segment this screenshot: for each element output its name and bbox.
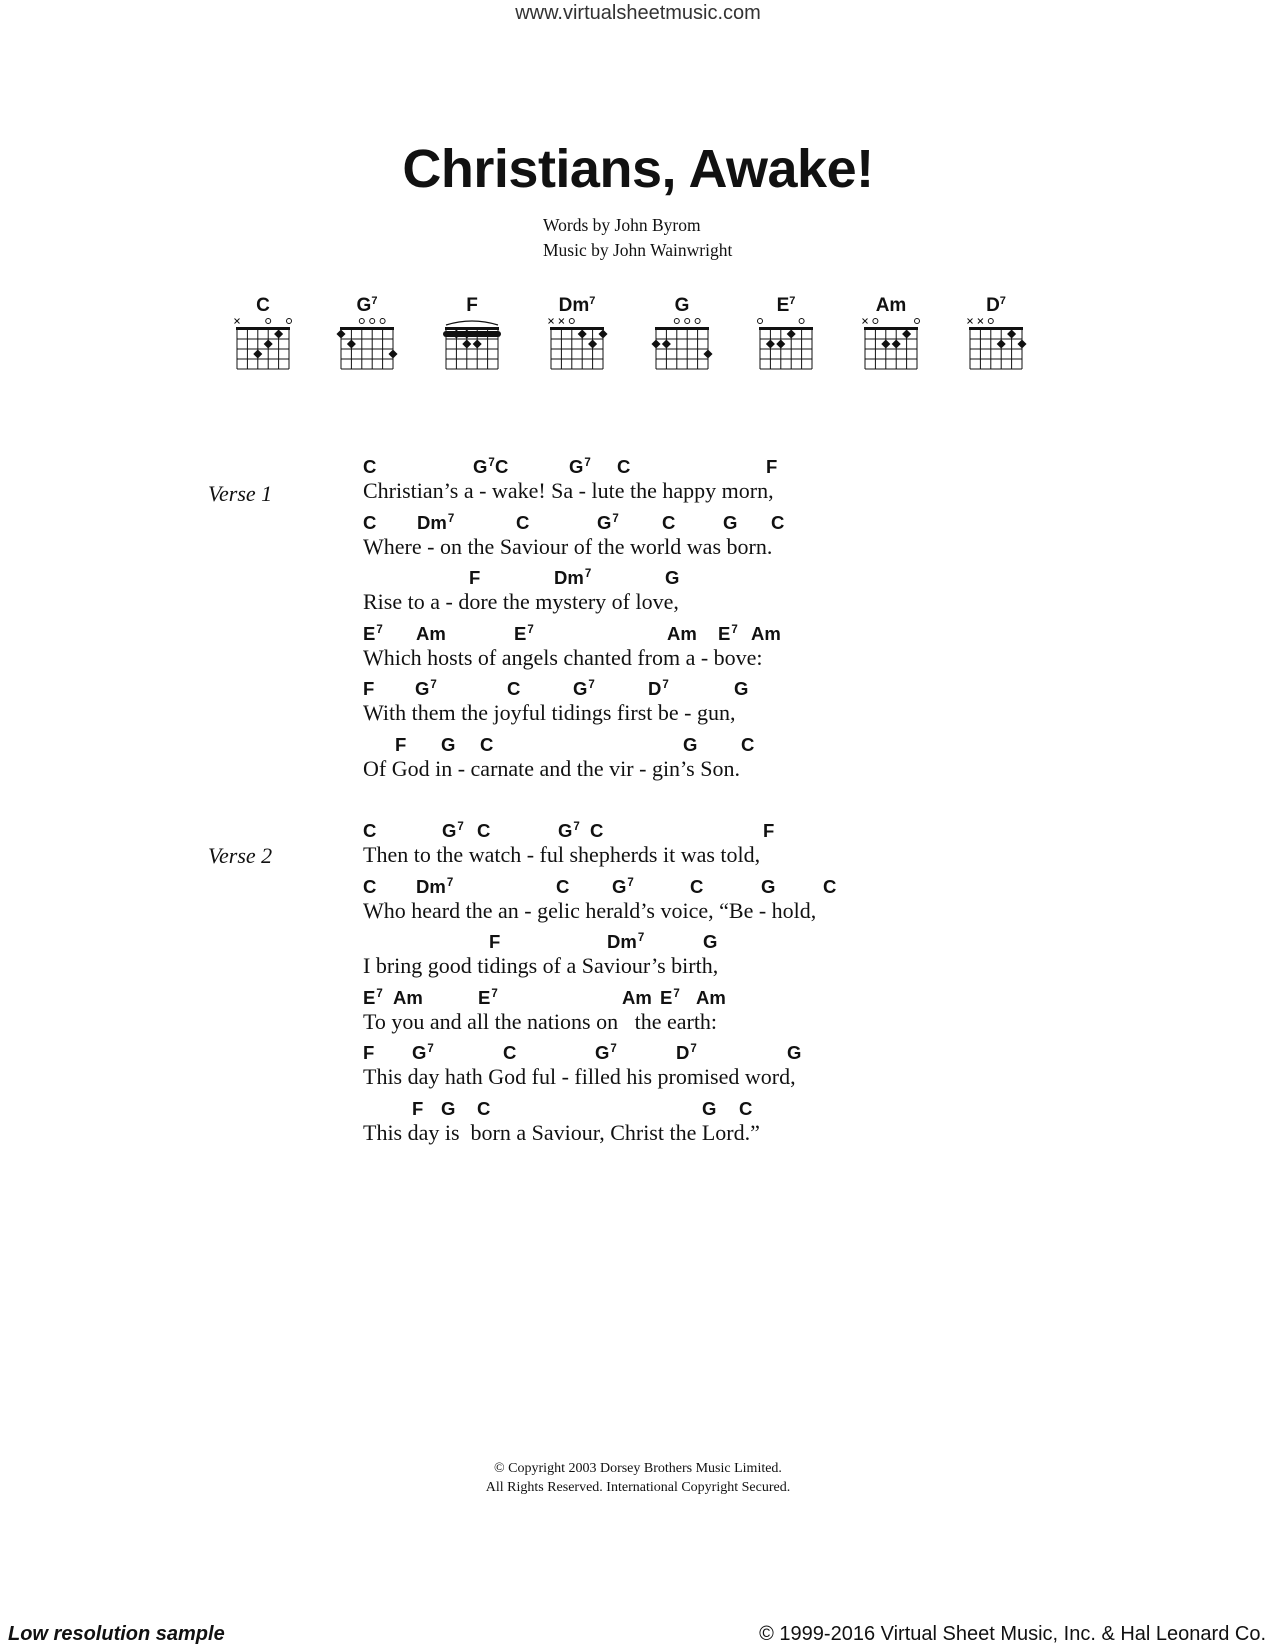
- finger-dot: [881, 339, 890, 348]
- fretboard-grid: [441, 315, 503, 375]
- chord-diagram-name: G: [674, 295, 690, 316]
- lyric-line: To you and all the nations on the earth:: [363, 1008, 718, 1034]
- lyric-line: Which hosts of angels chanted from a - bove:: [363, 644, 763, 670]
- chord-symbol: G: [761, 875, 776, 897]
- chord-symbol: C: [590, 820, 604, 841]
- chord-symbol: $E^7$: [718, 622, 738, 644]
- chord-symbol: $E^7$: [478, 986, 498, 1008]
- chord-symbol: C: [516, 511, 530, 533]
- chord-symbol: C: [771, 511, 785, 533]
- finger-dot: [776, 339, 785, 348]
- finger-dot: [902, 329, 911, 338]
- chord-symbol: Dm$^7$: [607, 931, 645, 952]
- chord-symbol: $G^7$: [473, 456, 495, 477]
- chord-symbol: F: [763, 820, 775, 841]
- finger-dot: [578, 329, 587, 338]
- chord-diagram: [441, 295, 503, 375]
- chord-symbol: G: [702, 1097, 717, 1119]
- chord-diagram: [651, 295, 713, 375]
- fretboard-grid: [755, 315, 817, 375]
- music-credit: Music by John Wainwright: [543, 240, 733, 260]
- chord-symbol: C: [363, 511, 377, 533]
- lyric-line: Rise to a - dore the mystery of love,: [363, 589, 679, 614]
- chord-diagram-name: F: [466, 295, 478, 316]
- chord-symbol: C: [617, 456, 631, 477]
- chord-symbol: G: [441, 733, 456, 755]
- chord-symbol: $G^7$: [569, 456, 591, 477]
- fretboard-grid: [965, 315, 1027, 375]
- finger-dot: [1017, 339, 1026, 348]
- finger-dot: [787, 329, 796, 338]
- chord-diagram: [546, 295, 608, 375]
- chord-symbol: $G^7$: [597, 511, 619, 533]
- finger-dot: [588, 339, 597, 348]
- finger-dot: [473, 339, 482, 348]
- fretboard-grid: [232, 315, 294, 375]
- chord-diagram: [860, 295, 922, 375]
- chord-diagram-name: $D^7$: [986, 295, 1006, 316]
- chord-symbol: C: [363, 875, 377, 897]
- chord-symbol: G: [703, 931, 718, 952]
- song-title: Christians, Awake!: [402, 139, 874, 199]
- chord-symbol: C: [823, 875, 837, 897]
- finger-dot: [997, 339, 1006, 348]
- chord-symbol: C: [507, 678, 521, 699]
- lyric-line: Who heard the an - gelic herald’s voice, “Be - hold,: [363, 897, 817, 923]
- chord-diagram-name: C: [256, 295, 270, 316]
- fretboard-grid: [860, 315, 922, 375]
- chord-diagram: [755, 295, 817, 375]
- chord-symbol: $G^7$: [612, 875, 634, 897]
- chord-diagram: [336, 295, 398, 375]
- chord-symbol: $D^7$: [676, 1042, 697, 1063]
- lyric-line: I bring good tidings of a Saviour’s birth,: [363, 953, 719, 978]
- chord-symbol: C: [363, 456, 377, 477]
- chord-symbol: Am: [667, 622, 697, 644]
- chord-symbol: C: [556, 875, 570, 897]
- chord-symbol: F: [766, 456, 778, 477]
- lyric-line: Christian’s a - wake! Sa - lute the happy morn,: [363, 478, 774, 503]
- chord-symbol: $E^7$: [363, 986, 383, 1008]
- chord-symbol: Am: [622, 986, 652, 1008]
- chord-symbol: C: [363, 820, 377, 841]
- finger-dot: [253, 349, 262, 358]
- low-resolution-notice: Low resolution sample: [8, 1623, 225, 1645]
- finger-dot: [598, 329, 607, 338]
- finger-dot: [703, 349, 712, 358]
- finger-dot: [651, 339, 660, 348]
- lyric-line: Then to the watch - ful shepherds it was told,: [363, 842, 761, 867]
- chord-symbol: Dm$^7$: [417, 511, 455, 533]
- chord-symbol: $G^7$: [412, 1042, 434, 1063]
- chord-diagram-name: $E^7$: [776, 295, 796, 316]
- chord-symbol: C: [741, 733, 755, 755]
- lyric-line: This day is born a Saviour, Christ the Lord.”: [363, 1119, 760, 1145]
- fretboard-grid: [546, 315, 608, 375]
- chord-symbol: G: [787, 1042, 802, 1063]
- chord-symbol: C: [495, 456, 509, 477]
- finger-dot: [662, 339, 671, 348]
- words-credit: Words by John Byrom: [543, 215, 701, 235]
- chord-diagram: [232, 295, 294, 375]
- chord-symbol: Dm$^7$: [554, 567, 592, 588]
- copyright-line-1: © Copyright 2003 Dorsey Brothers Music Limited.: [494, 1461, 782, 1476]
- chord-symbol: $E^7$: [660, 986, 680, 1008]
- chord-symbol: $D^7$: [648, 678, 669, 699]
- chord-symbol: G: [683, 733, 698, 755]
- chord-symbol: $G^7$: [415, 678, 437, 699]
- chord-symbol: Dm$^7$: [416, 875, 454, 897]
- chord-symbol: $G^7$: [595, 1042, 617, 1063]
- chord-symbol: Am: [393, 986, 423, 1008]
- chord-symbol: F: [469, 567, 481, 588]
- chord-symbol: C: [662, 511, 676, 533]
- chord-diagram-name: Am: [875, 295, 907, 316]
- finger-dot: [388, 349, 397, 358]
- chord-symbol: F: [395, 733, 407, 755]
- lyric-line: Of God in - carnate and the vir - gin’s Son.: [363, 755, 740, 781]
- chord-symbol: C: [480, 733, 494, 755]
- chord-symbol: G: [665, 567, 680, 588]
- chord-symbol: $G^7$: [442, 820, 464, 841]
- chord-symbol: C: [477, 1097, 491, 1119]
- finger-dot: [347, 339, 356, 348]
- finger-dot: [766, 339, 775, 348]
- chord-symbol: Am: [696, 986, 726, 1008]
- chord-diagram: [965, 295, 1027, 375]
- chord-symbol: C: [503, 1042, 517, 1063]
- chord-symbol: F: [363, 678, 375, 699]
- chord-symbol: $E^7$: [363, 622, 383, 644]
- site-copyright: © 1999-2016 Virtual Sheet Music, Inc. & Hal Leonard Co.: [759, 1623, 1266, 1645]
- section-label-verse-2: Verse 2: [208, 843, 273, 868]
- lyric-line: Where - on the Saviour of the world was born.: [363, 533, 773, 559]
- chord-symbol: C: [477, 820, 491, 841]
- finger-dot: [452, 329, 461, 338]
- chord-symbol: G: [734, 678, 749, 699]
- chord-symbol: F: [489, 931, 501, 952]
- chord-symbol: $G^7$: [573, 678, 595, 699]
- chord-symbol: G: [441, 1097, 456, 1119]
- finger-dot: [892, 339, 901, 348]
- chord-symbol: $E^7$: [514, 622, 534, 644]
- copyright-line-2: All Rights Reserved. International Copyright Secured.: [485, 1480, 791, 1495]
- lyric-line: This day hath God ful - filled his promised word,: [363, 1064, 796, 1089]
- chord-symbol: Am: [751, 622, 781, 644]
- fretboard-grid: [336, 315, 398, 375]
- chord-symbol: F: [412, 1097, 424, 1119]
- finger-dot: [274, 329, 283, 338]
- finger-dot: [462, 339, 471, 348]
- chord-symbol: G: [723, 511, 738, 533]
- section-label-verse-1: Verse 1: [208, 481, 273, 506]
- lyric-line: With them the joyful tidings first be - gun,: [363, 700, 736, 725]
- chord-symbol: $G^7$: [558, 820, 580, 841]
- chord-symbol: C: [690, 875, 704, 897]
- finger-dot: [336, 329, 345, 338]
- finger-dot: [264, 339, 273, 348]
- chord-symbol: Am: [416, 622, 446, 644]
- fretboard-grid: [651, 315, 713, 375]
- chord-diagram-name: Dm$^7$: [558, 295, 596, 316]
- finger-dot: [1007, 329, 1016, 338]
- chord-symbol: F: [363, 1042, 375, 1063]
- finger-dot: [462, 329, 471, 338]
- site-url: www.virtualsheetmusic.com: [515, 2, 761, 24]
- chord-diagram-name: $G^7$: [356, 295, 378, 316]
- chord-symbol: C: [739, 1097, 753, 1119]
